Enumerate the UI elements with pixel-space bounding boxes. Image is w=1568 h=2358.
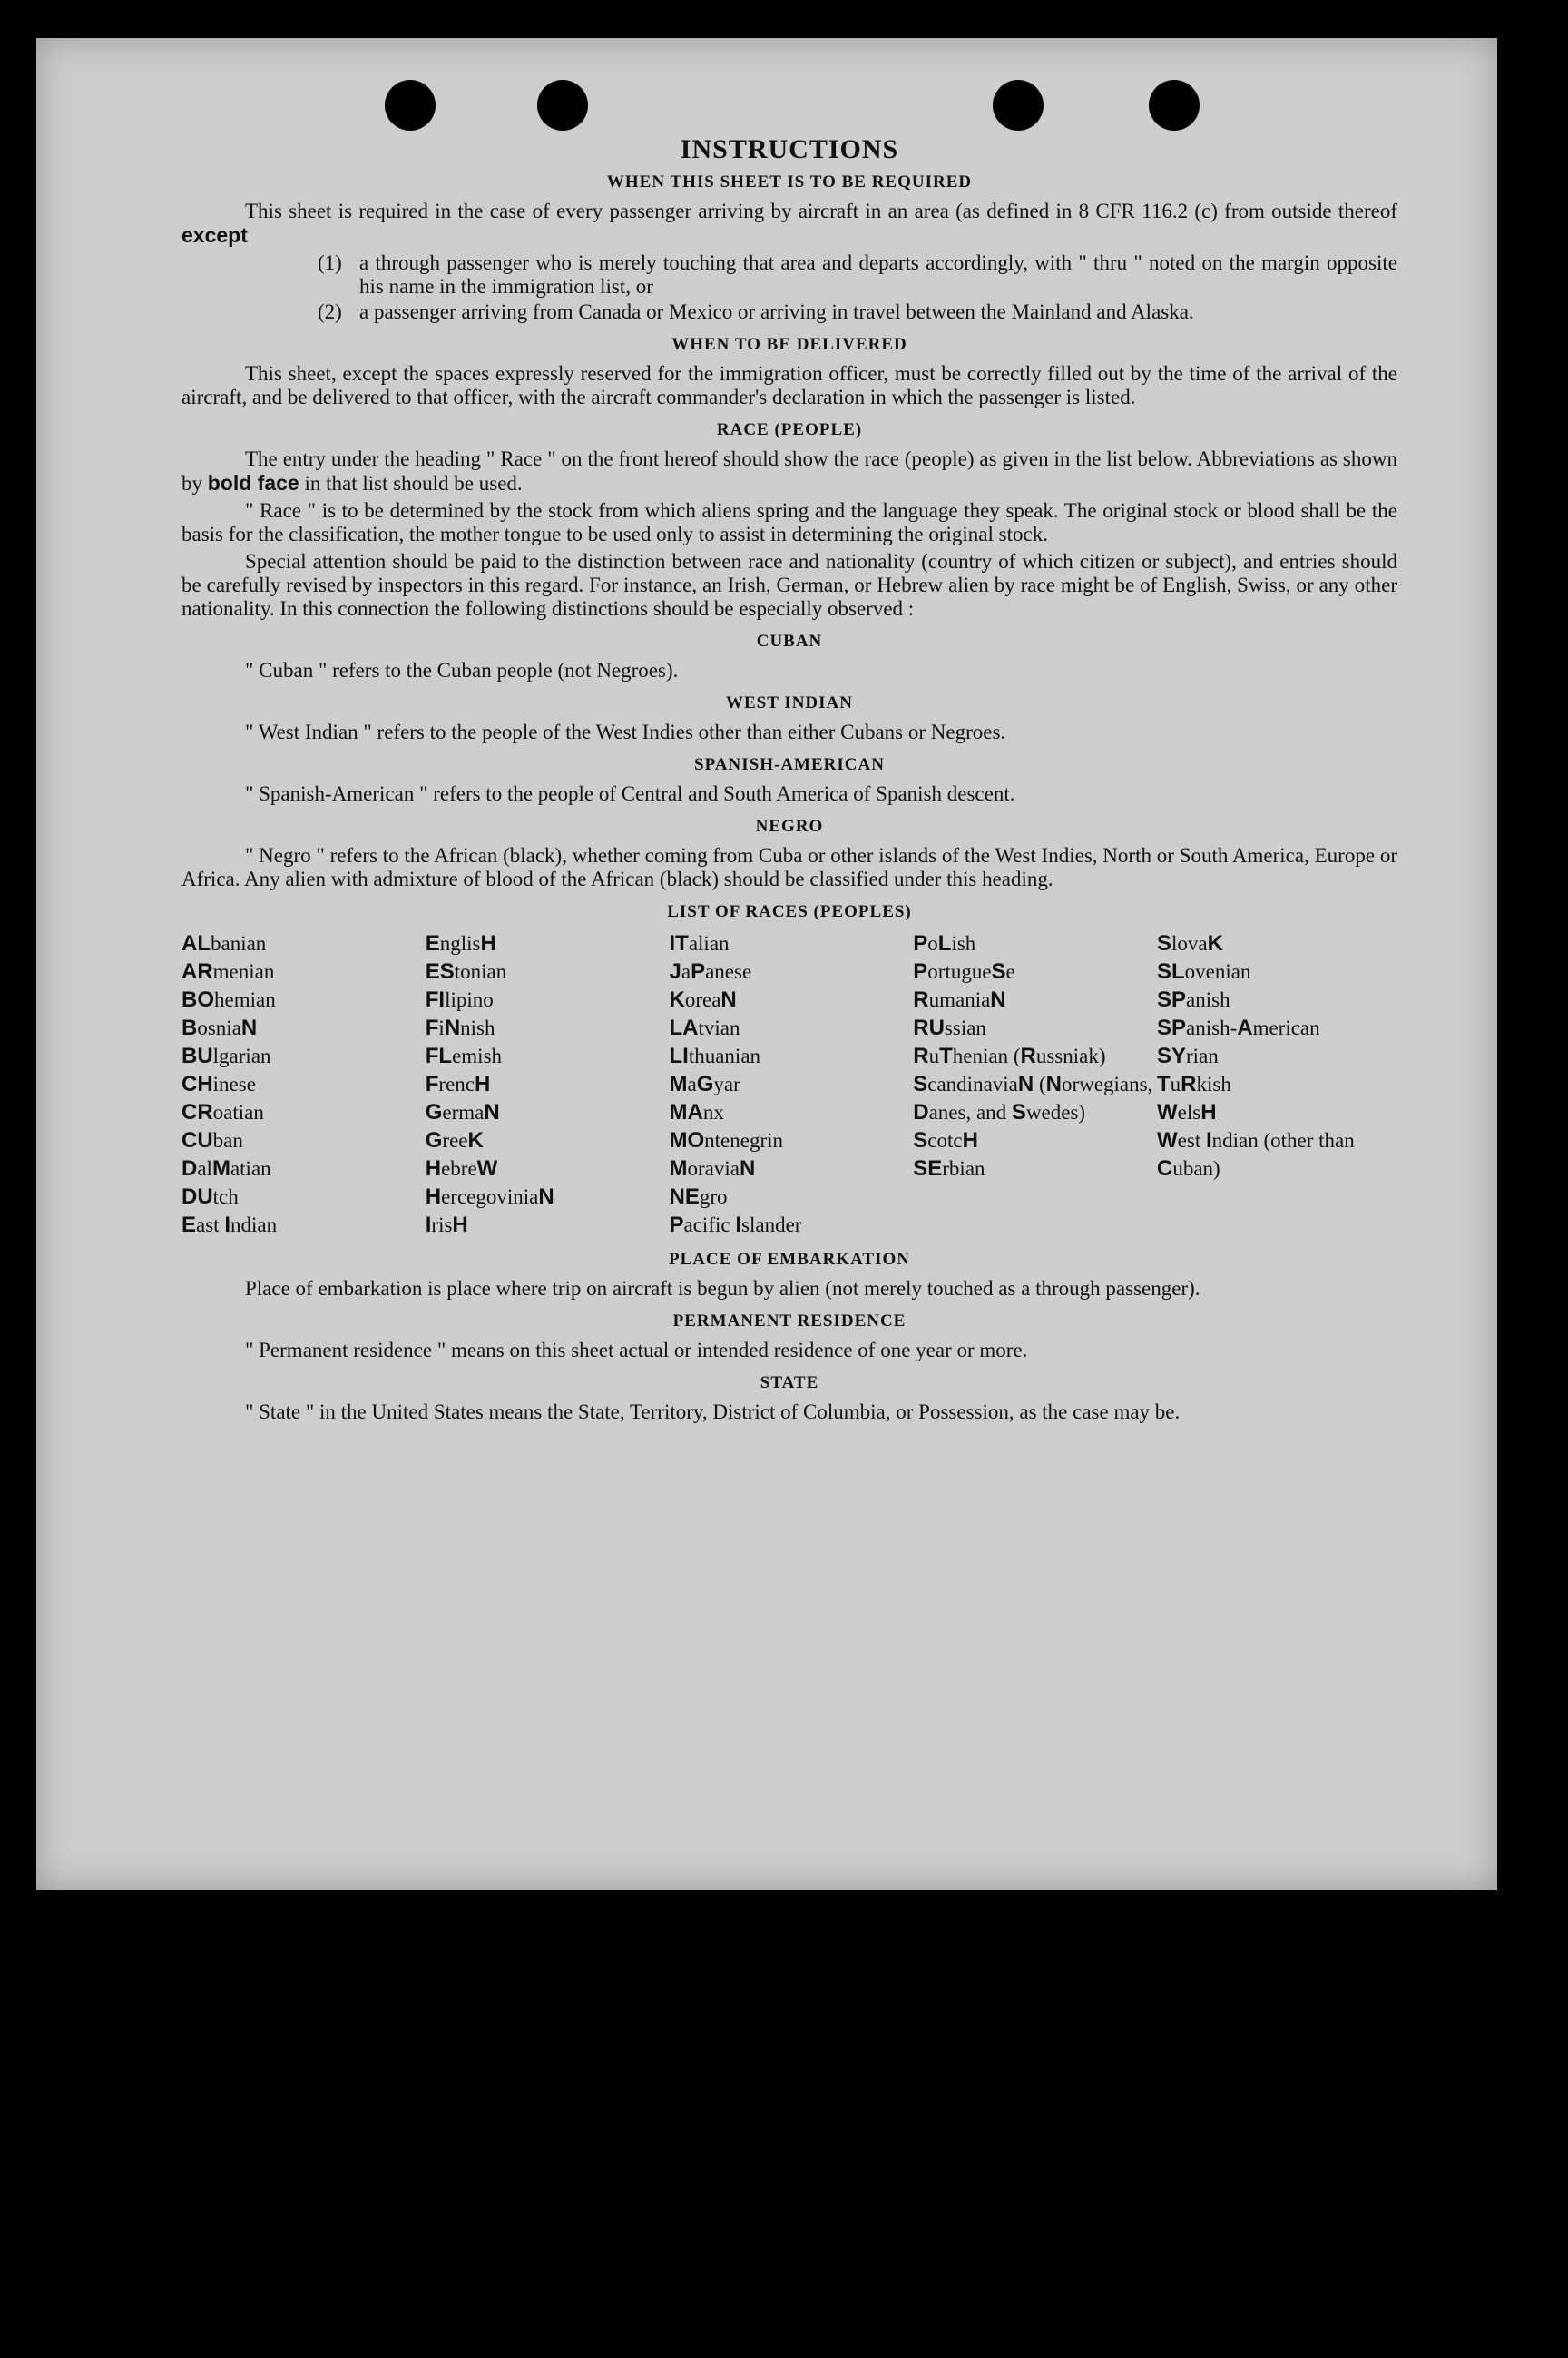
race-entry: MoraviaN: [669, 1156, 756, 1181]
race-entry: EnglisH: [425, 931, 496, 956]
race-column: [670, 929, 910, 1239]
race-entry: CHinese: [181, 1072, 256, 1096]
race-entry: MAnx: [669, 1100, 724, 1125]
section-heading-residence: PERMANENT RESIDENCE: [672, 1312, 906, 1331]
spanish-american-text: " Spanish-American " refers to the people of Central and South America of Spanish descent.: [245, 782, 1015, 805]
race-entry: FLemish: [425, 1044, 503, 1068]
race-entry: TuRkish: [1157, 1072, 1231, 1096]
document-sheet: [36, 38, 1497, 1890]
punch-hole: [537, 80, 588, 131]
race-entry: East Indian: [181, 1213, 278, 1237]
race-entry: Pacific Islander: [669, 1213, 802, 1237]
delivered-text: This sheet, except the spaces expressly reserved for the immigration officer, must be correctly filled out by the time of the arrival of the aircraft, and be delivered to that officer, with the aircraft commander's declaration in which the passenger is listed.: [181, 362, 1397, 408]
race-entry: ARmenian: [181, 959, 275, 984]
race-column: [1157, 929, 1397, 1239]
page-title: INSTRUCTIONS: [680, 134, 899, 164]
race-entry: KoreaN: [669, 987, 737, 1012]
race-entry: ScotcH: [913, 1128, 978, 1153]
section-heading-negro: NEGRO: [755, 817, 824, 836]
race-entry: SErbian: [913, 1156, 985, 1181]
race-entry: NEgro: [669, 1184, 728, 1209]
race-entry: SPanish: [1157, 987, 1230, 1012]
race-entry: IrisH: [425, 1213, 468, 1237]
race-column: [181, 929, 422, 1239]
race-entry: GermaN: [425, 1100, 500, 1125]
race-entry: ScandinaviaN (Norwegians, Danes, and Swedes): [913, 1072, 1153, 1125]
exception-item: (2) a passenger arriving from Canada or Mexico or arriving in travel between the Mainland and Alaska.: [318, 300, 1194, 323]
race-entry: SYrian: [1157, 1044, 1219, 1068]
race-entry: PortugueSe: [913, 959, 1015, 984]
race-entry: ALbanian: [181, 931, 267, 956]
race-entry: HercegoviniaN: [425, 1184, 554, 1209]
race-entry: FiNnish: [425, 1016, 495, 1040]
section-heading-cuban: CUBAN: [756, 632, 823, 651]
race-paragraph-3: Special attention should be paid to the distinction between race and nationality (country of which citizen or subject), and entries should be carefully revised by inspectors in this regard. For instance, an Irish, German, or Hebrew alien by race might be of English, Swiss, or any other nationality. In this connection the following distinctions should be especially observed :: [181, 550, 1397, 620]
section-heading-required: WHEN THIS SHEET IS TO BE REQUIRED: [606, 172, 973, 192]
race-entry: LAtvian: [669, 1016, 740, 1040]
race-entry: HebreW: [425, 1156, 498, 1181]
race-entry: SPanish-American: [1157, 1016, 1320, 1040]
section-heading-races: LIST OF RACES (PEOPLES): [667, 902, 912, 921]
race-entry: DalMatian: [181, 1156, 271, 1181]
negro-text: " Negro " refers to the African (black), whether coming from Cuba or other islands of the West Indies, North or South America, Europe or Africa. Any alien with admixture of blood of the African (black) should be classified under this heading.: [181, 844, 1397, 890]
race-entry: JaPanese: [669, 959, 752, 984]
race-entry: EStonian: [425, 959, 507, 984]
exception-item: (1) a through passenger who is merely touching that area and departs accordingly, with " thru " noted on the margin opposite his name in the immigration list, or: [318, 251, 1397, 298]
instructions-content: [181, 134, 1397, 1428]
race-entry: BOhemian: [181, 987, 276, 1012]
embarkation-text: Place of embarkation is place where trip on aircraft is begun by alien (not merely touched as a through passenger).: [245, 1277, 1200, 1300]
race-entry: MaGyar: [669, 1072, 740, 1096]
race-entry: BosniaN: [181, 1016, 258, 1040]
race-column: [913, 929, 1153, 1239]
west-indian-text: " West Indian " refers to the people of the West Indies other than either Cubans or Negroes.: [245, 721, 1006, 743]
section-heading-delivered: WHEN TO BE DELIVERED: [671, 335, 907, 354]
race-entry: WelsH: [1157, 1100, 1217, 1125]
punch-hole: [1149, 80, 1200, 131]
section-heading-race: RACE (PEOPLE): [716, 420, 863, 439]
section-heading-state: STATE: [760, 1373, 819, 1392]
race-entry: DUtch: [181, 1184, 239, 1209]
section-heading-spanish-american: SPANISH-AMERICAN: [694, 755, 885, 774]
race-entry: MOntenegrin: [669, 1128, 784, 1153]
race-entry: BUlgarian: [181, 1044, 271, 1068]
cuban-text: " Cuban " refers to the Cuban people (not Negroes).: [245, 659, 679, 682]
race-paragraph-2: " Race " is to be determined by the stock from which aliens spring and the language they speak. The original stock or blood shall be the basis for the classification, the mother tongue to be used only to assist in determining the original stock.: [181, 499, 1397, 545]
punch-hole: [993, 80, 1044, 131]
race-entry: SlovaK: [1157, 931, 1223, 956]
race-entry: RuThenian (Russniak): [913, 1044, 1106, 1068]
race-entry: FIlipino: [425, 987, 494, 1012]
state-text: " State " in the United States means the State, Territory, District of Columbia, or Possession, as the case may be.: [245, 1400, 1181, 1423]
race-entry: RUssian: [913, 1016, 986, 1040]
section-heading-west-indian: WEST INDIAN: [726, 693, 853, 712]
race-entry: RumaniaN: [913, 987, 1006, 1012]
punch-hole: [385, 80, 436, 131]
race-entry: LIthuanian: [669, 1044, 761, 1068]
race-entry: West Indian (other than Cuban): [1157, 1128, 1355, 1181]
race-entry: FrencH: [425, 1072, 491, 1096]
required-intro: This sheet is required in the case of every passenger arriving by aircraft in an area (as defined in 8 CFR 116.2 (c) from outside thereof except: [181, 200, 1397, 247]
race-entry: GreeK: [425, 1128, 484, 1153]
except-word: except: [181, 223, 248, 247]
race-entry: PoLish: [913, 931, 976, 956]
race-entry: ITalian: [669, 931, 730, 956]
section-heading-embarkation: PLACE OF EMBARKATION: [669, 1250, 910, 1269]
race-column: [426, 929, 666, 1239]
race-entry: CUban: [181, 1128, 243, 1153]
race-list: [181, 929, 1397, 1239]
residence-text: " Permanent residence " means on this sheet actual or intended residence of one year or more.: [245, 1339, 1028, 1361]
race-entry: SLovenian: [1157, 959, 1251, 984]
race-entry: CRoatian: [181, 1100, 264, 1125]
race-paragraph-1: The entry under the heading " Race " on the front hereof should show the race (people) as given in the list below. Abbreviations as shown by bold face in that list should be used.: [181, 447, 1397, 495]
